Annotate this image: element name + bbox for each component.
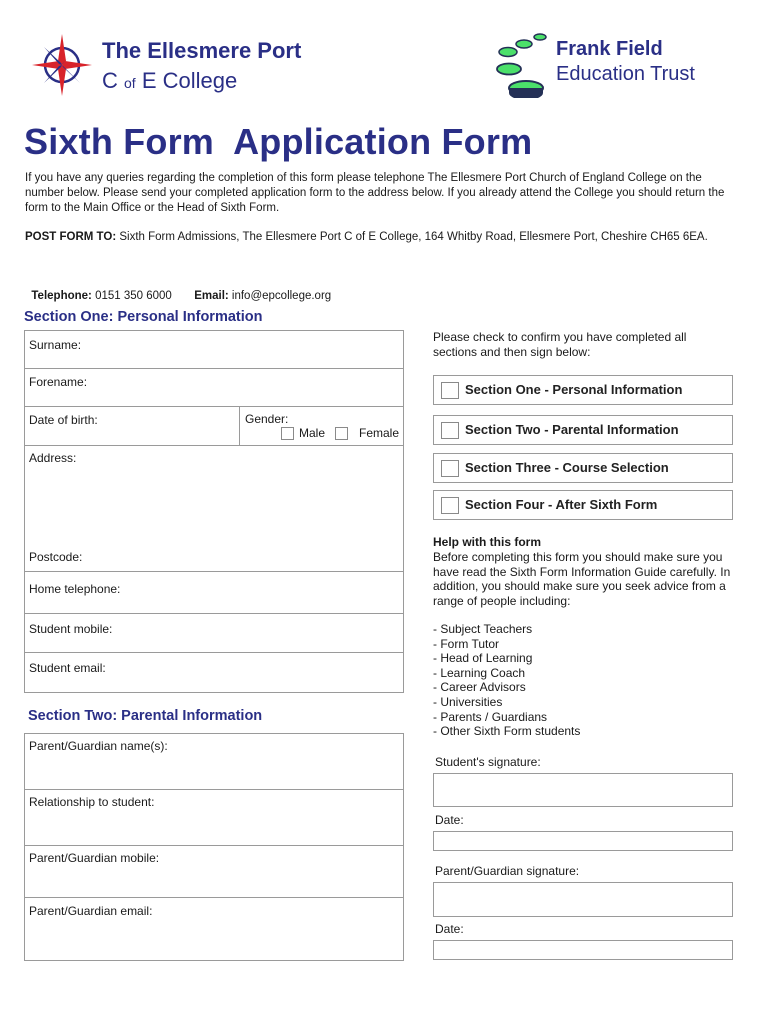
parent-mobile-label: Parent/Guardian mobile: (29, 851, 160, 865)
telephone-label: Telephone: (31, 290, 92, 302)
section-one-heading: Section One: Personal Information (24, 309, 263, 325)
male-checkbox[interactable] (281, 427, 294, 440)
relationship-field[interactable] (24, 789, 404, 846)
student-date-field[interactable] (433, 831, 733, 851)
parent-signature-label: Parent/Guardian signature: (435, 864, 580, 878)
page-title: Sixth Form Application Form (24, 121, 533, 162)
contact-line (25, 274, 331, 304)
parent-names-field[interactable] (24, 733, 404, 790)
college-name-line2 (102, 68, 237, 94)
checklist-label: Section One - Personal Information (465, 382, 683, 397)
email-value: info@epcollege.org (228, 290, 332, 302)
trust-name-line2: Education Trust (556, 63, 695, 85)
college-logo (32, 32, 322, 102)
telephone-value: 0151 350 6000 (91, 290, 172, 302)
section-two-checkbox[interactable] (441, 422, 459, 439)
email-label: Email: (194, 290, 229, 302)
trust-name-line1: Frank Field (556, 38, 663, 60)
list-item: - Subject Teachers (433, 622, 533, 636)
address-field[interactable] (24, 445, 404, 572)
relationship-label: Relationship to student: (29, 795, 155, 809)
list-item: - Learning Coach (433, 665, 526, 680)
list-item: - Universities (433, 694, 503, 709)
male-label: Male (299, 426, 326, 440)
section-one-checkbox[interactable] (441, 382, 459, 399)
college-of: of (124, 75, 136, 91)
surname-field[interactable] (24, 330, 404, 369)
student-date-label: Date: (435, 813, 464, 827)
parent-email-label: Parent/Guardian email: (29, 904, 153, 918)
section-three-checkbox[interactable] (441, 460, 459, 477)
list-item: - Career Advisors (433, 680, 526, 695)
checklist-intro: Please check to confirm you have completed all sections and then sign below: (433, 330, 687, 359)
section-four-checkbox[interactable] (441, 497, 459, 514)
list-item: - Parents / Guardians (433, 709, 548, 724)
parent-email-field[interactable] (24, 897, 404, 961)
gender-field (239, 406, 404, 446)
checklist-label: Section Two - Parental Information (465, 422, 679, 437)
student-email-label: Student email: (29, 661, 106, 675)
parent-mobile-field[interactable] (24, 845, 404, 898)
checklist-label: Section Four - After Sixth Form (465, 497, 658, 512)
postcode-label: Postcode: (29, 550, 83, 564)
college-c: C (102, 68, 118, 93)
student-signature-field[interactable] (433, 773, 733, 807)
dob-label: Date of birth: (29, 413, 98, 427)
checklist-item-section-three[interactable] (433, 453, 733, 483)
home-telephone-label: Home telephone: (29, 582, 121, 596)
gender-label: Gender: (245, 412, 289, 426)
student-mobile-label: Student mobile: (29, 622, 113, 636)
college-name-line1: The Ellesmere Port (102, 38, 302, 63)
post-label: POST FORM TO: (25, 231, 117, 243)
checklist-label: Section Three - Course Selection (465, 460, 669, 475)
trust-logo (496, 30, 726, 100)
forename-label: Forename: (29, 375, 88, 389)
help-list (433, 622, 723, 739)
list-item: - Form Tutor (433, 636, 500, 651)
parent-date-label: Date: (435, 922, 464, 936)
female-checkbox[interactable] (335, 427, 348, 440)
stepping-stones-icon (496, 30, 552, 98)
post-address-text: Sixth Form Admissions, The Ellesmere Port C of E College, 164 Whitby Road, Ellesmere Port, Cheshire CH65 6EA. (116, 231, 708, 243)
student-email-field[interactable] (24, 652, 404, 693)
help-text: Before completing this form you should make sure you have read the Sixth Form Information Guide carefully. In addition, you should make sure you seek advice from a range of people including: (433, 550, 731, 608)
student-signature-label: Student's signature: (435, 755, 541, 769)
compass-icon (32, 32, 96, 98)
section-two-heading: Section Two: Parental Information (28, 708, 263, 724)
address-label: Address: (29, 451, 77, 465)
college-e: E College (141, 68, 238, 93)
help-title: Help with this form (433, 535, 541, 549)
surname-label: Surname: (29, 338, 82, 352)
list-item: - Other Sixth Form students (433, 724, 581, 739)
student-mobile-field[interactable] (24, 613, 404, 653)
dob-field[interactable] (24, 406, 240, 446)
list-item: - Head of Learning (433, 651, 533, 666)
parent-date-field[interactable] (433, 940, 733, 960)
forename-field[interactable] (24, 368, 404, 407)
checklist-item-section-two[interactable] (433, 415, 733, 445)
checklist-item-section-four[interactable] (433, 490, 733, 520)
checklist-item-section-one[interactable] (433, 375, 733, 405)
post-address (25, 230, 725, 245)
intro-text: If you have any queries regarding the completion of this form please telephone The Ellesmere Port Church of England College on the number below. Please send your completed application form to the address below. If you already attend the College you should return the form to the Main Office or the Head of Sixth Form. (25, 172, 725, 214)
home-telephone-field[interactable] (24, 571, 404, 614)
female-label: Female (359, 426, 400, 440)
parent-signature-field[interactable] (433, 882, 733, 917)
parent-names-label: Parent/Guardian name(s): (29, 739, 168, 753)
